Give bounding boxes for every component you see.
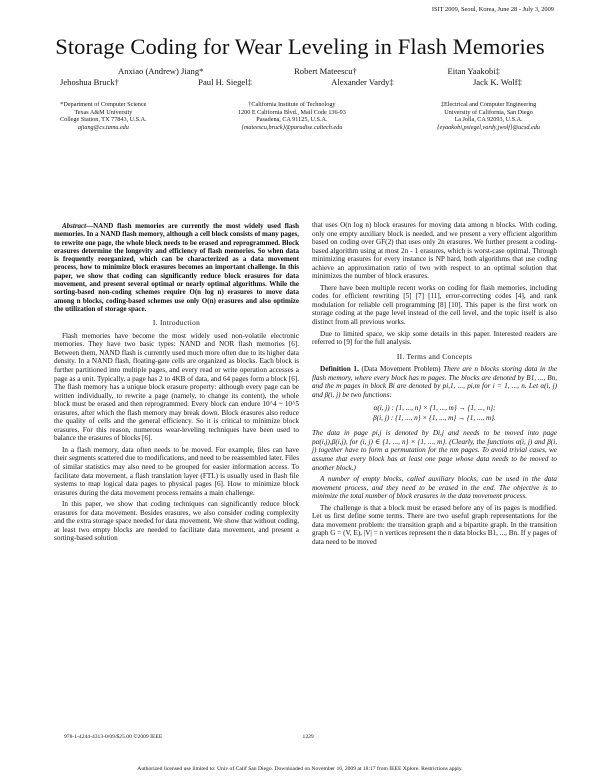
author: Jack K. Wolf‡ <box>472 77 522 87</box>
affiliation: *Department of Computer Science Texas A&M University College Station, TX 77843, U.S.A. ajiang@cs.tamu.edu <box>60 101 147 131</box>
email: {mateescu,bruck}@paradise.caltech.edu <box>241 123 343 131</box>
paragraph: In a flash memory, data often needs to be moved. For example, files can have their segments scattered due to modifications, and need to be reassembled later. Files of similar statistics may also need to be grouped for easier information access. To facilitate data movement, a flash translation layer (FTL) is usually used in flash file systems to map logical data pages to physical pages [6]. How to minimize block erasures during the data movement process remains a main challenge. <box>54 445 299 497</box>
paragraph: that uses O(n log n) block erasures for moving data among n blocks. With coding, only one empty auxiliary block is needed, and we present a very efficient algorithm based on coding over GF(2) that uses only 2n erasures. We further present a coding-based algorithm using at most 2n - 1 erasures, which is worst-case optimal. Through minimizing erasures for every instance is NP hard, both algorithms that use coding achieve an approximation ratio of two with respect to an optimal solution that minimizes the number of block erasures. <box>312 221 557 281</box>
email: ajiang@cs.tamu.edu <box>77 123 129 131</box>
definition-text: A number of empty blocks, called auxiliary blocks, can be used in the data movement process, and they need to be erased in the end. The objective is to minimize the total number of block erasures in the data movement process. <box>312 475 557 501</box>
left-column <box>54 222 299 546</box>
affiliations <box>60 101 540 131</box>
formula: α(i, j) : {1, ..., n} × {1, ..., m} → {1, ..., n}; β(i, j) : {1, ..., n} × {1, ..., m} → {1, ..., m}. <box>373 404 496 423</box>
copyright: 978-1-4244-4313-0/09/$25.00 ©2009 IEEE <box>64 734 163 740</box>
author: Eitan Yaakobi‡ <box>447 66 500 76</box>
abstract-label: Abstract <box>62 222 87 230</box>
paragraph: In this paper, we show that coding techniques can significantly reduce block erasures for data movement. Besides erasures, we also consider coding complexity and the extra storage space needed for data movement. We show that without coding, at least two empty blocks are needed to facilitate data movement, and present a sorting-based solution <box>54 500 299 543</box>
conference-header: ISIT 2009, Seoul, Korea, June 28 - July 3, 2009 <box>431 6 554 13</box>
paragraph: There have been multiple recent works on coding for flash memories, including codes for efficient rewriting [5] [7] [11], error-correcting codes [4], and rank modulation for reliable cell programming [8] [10]. This paper is the first work on storage coding at the page level instead of the cell level, and the topic itself is also distinct from all previous works. <box>312 283 557 327</box>
paper-title: Storage Coding for Wear Leveling in Flash Memories <box>55 34 545 59</box>
email: {eyaakobi,psiegel,vardy,jwolf}@ucsd.edu <box>437 123 540 131</box>
author: Jehoshua Bruck† <box>60 77 119 87</box>
author: Robert Mateescu† <box>294 66 357 76</box>
author: Alexander Vardy‡ <box>331 77 394 87</box>
right-column <box>312 221 557 550</box>
author: Anxiao (Andrew) Jiang* <box>118 66 204 76</box>
section-heading: II. Terms and Concepts <box>396 351 473 361</box>
affiliation: †California Institute of Technology 1200 E California Blvd., Mail Code 136-93 Pasadena, CA 91125, U.S.A. {mateescu,bruck}@paradise.caltech.edu <box>237 101 346 131</box>
paragraph: Flash memories have become the most widely used non-volatile electronic memories. They have two basic types: NAND and NOR flash memories [6]. Between them, NAND flash is currently used much more often due to its higher data density. In a NAND flash, floating-gate cells are organized as blocks. Each block is further partitioned into multiple pages, and every read or write operation accesses a page as a unit. Typically, a page has 2 to 4KB of data, and 64 pages form a block [6]. The flash memory has a unique block erasure property: although every page can be written individually, to rewrite a page (namely, to change its content), the whole block must be erased and then reprogrammed. Every block can endure 10^4 ~ 10^5 erasures, after which the flash memory may break down. Block erasures also reduce the quality of cells and the general efficiency. So it is critical to minimize block erasures. For this reason, numerous wear-leveling techniques have been used to balance the erasures of blocks [6]. <box>54 331 299 443</box>
license-notice: Authorized licensed use limited to: Univ of Calif San Diego. Downloaded on November 16, 2009 at 18:17 from IEEE Xplore. Restrictions apply. <box>137 766 463 772</box>
paragraph: The challenge is that a block must be erased before any of its pages is modified. Let us first define some terms. There are two useful graph representations for the data movement problem: the transition graph and a bipartite graph. In the transition graph G = (V, E), |V| = n vertices represent the n data blocks B1, ..., Bn. If y pages of data need to be moved <box>312 503 557 546</box>
paragraph: Due to limited space, we skip some details in this paper. Interested readers are referred to [9] for the full analysis. <box>312 329 557 347</box>
page-number: 1229 <box>302 734 314 740</box>
author-list <box>60 66 540 88</box>
author: Paul H. Siegel‡ <box>198 77 252 87</box>
page-footer <box>64 734 534 740</box>
abstract: Abstract—NAND flash memories are currently the most widely used flash memories. In a NAND flash memory, although a cell block consists of many pages, to rewrite one page, the whole block needs to be erased and reprogrammed. Block erasures determine the longevity and efficiency of flash memories. So when data is frequently reorganized, which can be characterized as a data movement process, how to minimize block erasures becomes an important challenge. In this paper, we show that coding can significantly reduce block erasures for data movement, and present several optimal or nearly optimal algorithms. While the sorting-based non-coding schemes require O(n log n) erasures to move data among n blocks, coding-based schemes use only O(n) erasures and also optimize the utilization of storage space. <box>54 222 299 313</box>
section-heading: I. Introduction <box>152 318 201 328</box>
definition: Definition 1. (Data Movement Problem) There are n blocks storing data in the flash memory, where every block has m pages. The blocks are denoted by B1, ..., Bn, and the m pages in block Bi are denoted by pi,1, ..., pi,m for i = 1, ..., n. Let α(i, j) and β(i, j) be two functions: <box>312 365 558 399</box>
definition-text: The data in page pi,j is denoted by Di,j and needs to be moved into page pα(i,j),β(i,j), for (i, j) ∈ {1, ..., n} × {1, ..., m}. (Clearly, the functions α(i, j) and β(i, j) together have to form a permutation for the nm pages. To avoid trivial cases, we assume that every block has at least one page whose data needs to be moved to another block.) <box>312 429 557 472</box>
affiliation: ‡Electrical and Computer Engineering University of California, San Diego La Jolla, CA 92093, U.S.A. {eyaakobi,psiegel,vardy,jwolf}@ucsd.edu <box>437 101 540 131</box>
